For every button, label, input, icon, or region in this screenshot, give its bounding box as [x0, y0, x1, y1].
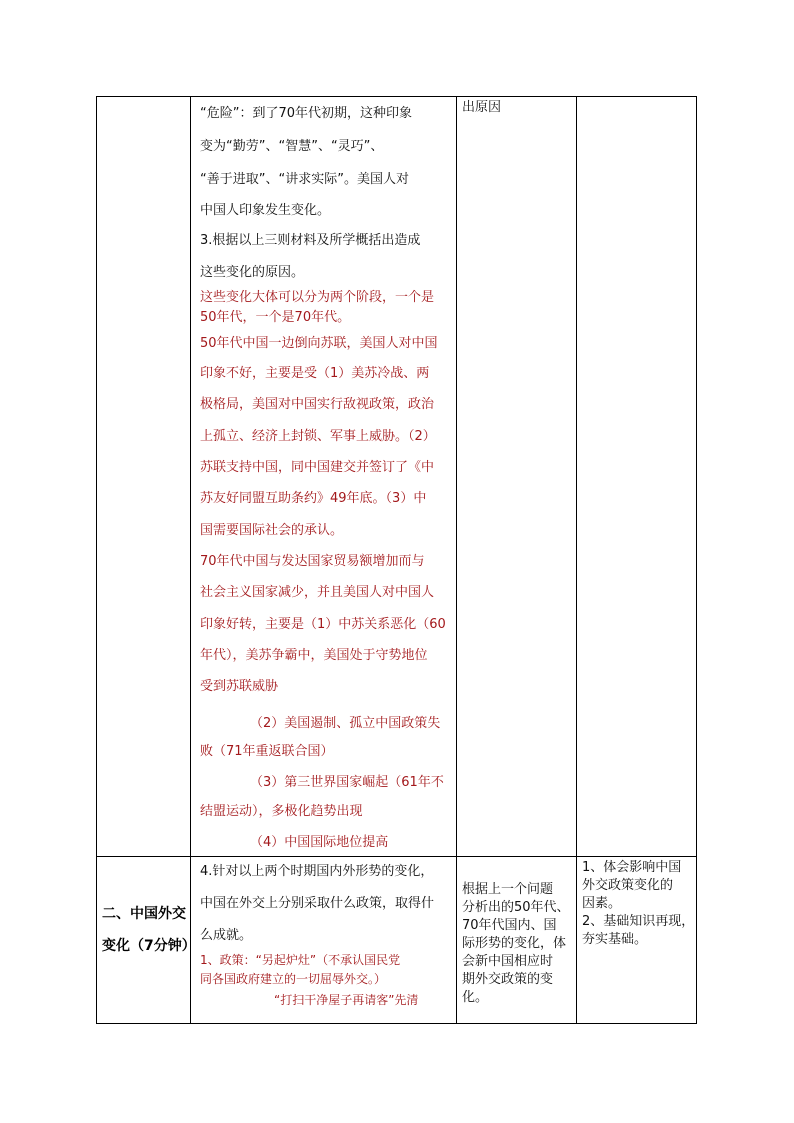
text-line: 化。 — [462, 990, 489, 1005]
answer-line: 苏联支持中国，同中国建交并签订了《中 — [200, 460, 435, 475]
text-line: 中国人印象发生变化。 — [200, 203, 331, 218]
answer-line: 国需要国际社会的承认。 — [200, 523, 344, 538]
answer-line: （4）中国国际地位提高 — [250, 835, 389, 850]
answer-line: 印象不好，主要是受（1）美苏冷战、两 — [200, 366, 430, 381]
text-line: 2、基础知识再现， — [582, 914, 695, 929]
section-title: 变化（7分钟） — [102, 938, 196, 954]
answer-line: 社会主义国家减少，并且美国人对中国人 — [200, 585, 435, 600]
text-line: 会新中国相应时 — [462, 954, 554, 969]
answer-line: 受到苏联威胁 — [200, 679, 279, 694]
text-line: 外交政策变化的 — [582, 878, 674, 893]
text-line: 1、体会影响中国 — [582, 860, 682, 875]
text-line: “危险”：到了70年代初期，这种印象 — [200, 106, 413, 121]
lesson-plan-table — [96, 96, 697, 1024]
column-divider-1 — [190, 96, 191, 1024]
table-border-right — [696, 96, 697, 1024]
answer-line: 年代），美苏争霸中，美国处于守势地位 — [200, 648, 428, 663]
answer-line: （3）第三世界国家崛起（61年不 — [250, 775, 444, 790]
text-line: “善于进取”、“讲求实际”。美国人对 — [200, 172, 409, 187]
text-line: 际形势的变化，体 — [462, 936, 567, 951]
table-border-top — [96, 96, 697, 97]
answer-line: 50年代，一个是70年代。 — [200, 310, 351, 325]
answer-line: 50年代中国一边倒向苏联，美国人对中国 — [200, 336, 438, 351]
question-3-line: 3.根据以上三则材料及所学概括出造成 — [200, 233, 421, 248]
text-line: 分析出的50年代、 — [462, 900, 570, 915]
question-4-line: 4.针对以上两个时期国内外形势的变化， — [200, 864, 434, 879]
text-line: 出原因 — [462, 100, 502, 115]
text-line: 因素。 — [582, 896, 622, 911]
answer-line: 印象好转，主要是（1）中苏关系恶化（60 — [200, 617, 446, 632]
answer-line: 70年代中国与发达国家贸易额增加而与 — [200, 554, 425, 569]
answer-line: “打扫干净屋子再请客”先清 — [274, 993, 419, 1007]
answer-line: 苏友好同盟互助条约》49年底。（3）中 — [200, 491, 427, 506]
question-3-line: 这些变化的原因。 — [200, 265, 305, 280]
text-line: 期外交政策的变 — [462, 972, 554, 987]
text-line: 夯实基础。 — [582, 932, 648, 947]
answer-line: 败（71年重返联合国） — [200, 744, 334, 759]
answer-line: 同各国政府建立的一切屈辱外交。） — [200, 972, 387, 986]
row-divider — [96, 856, 697, 857]
answer-line: 这些变化大体可以分为两个阶段，一个是 — [200, 290, 435, 305]
answer-line: 结盟运动），多极化趋势出现 — [200, 804, 363, 819]
text-line: 变为“勤劳”、“智慧”、“灵巧”、 — [200, 139, 384, 154]
answer-line: 上孤立、经济上封锁、军事上威胁。（2） — [200, 429, 436, 444]
answer-line: 极格局，美国对中国实行敌视政策，政治 — [200, 397, 435, 412]
row1-content-cell — [200, 100, 454, 854]
question-4-line: 中国在外交上分别采取什么政策，取得什 — [200, 896, 435, 911]
table-border-bottom — [96, 1023, 697, 1024]
question-4-line: 么成就。 — [200, 928, 253, 943]
column-divider-2 — [456, 96, 457, 1024]
table-border-left — [96, 96, 97, 1024]
answer-line: 1、政策：“另起炉灶”（不承认国民党 — [200, 953, 401, 967]
section-title: 二、中国外交 — [102, 906, 186, 922]
text-line: 70年代国内、国 — [462, 918, 557, 933]
text-line: 根据上一个问题 — [462, 882, 554, 897]
answer-line: （2）美国遏制、孤立中国政策失 — [250, 716, 441, 731]
column-divider-3 — [576, 96, 577, 1024]
